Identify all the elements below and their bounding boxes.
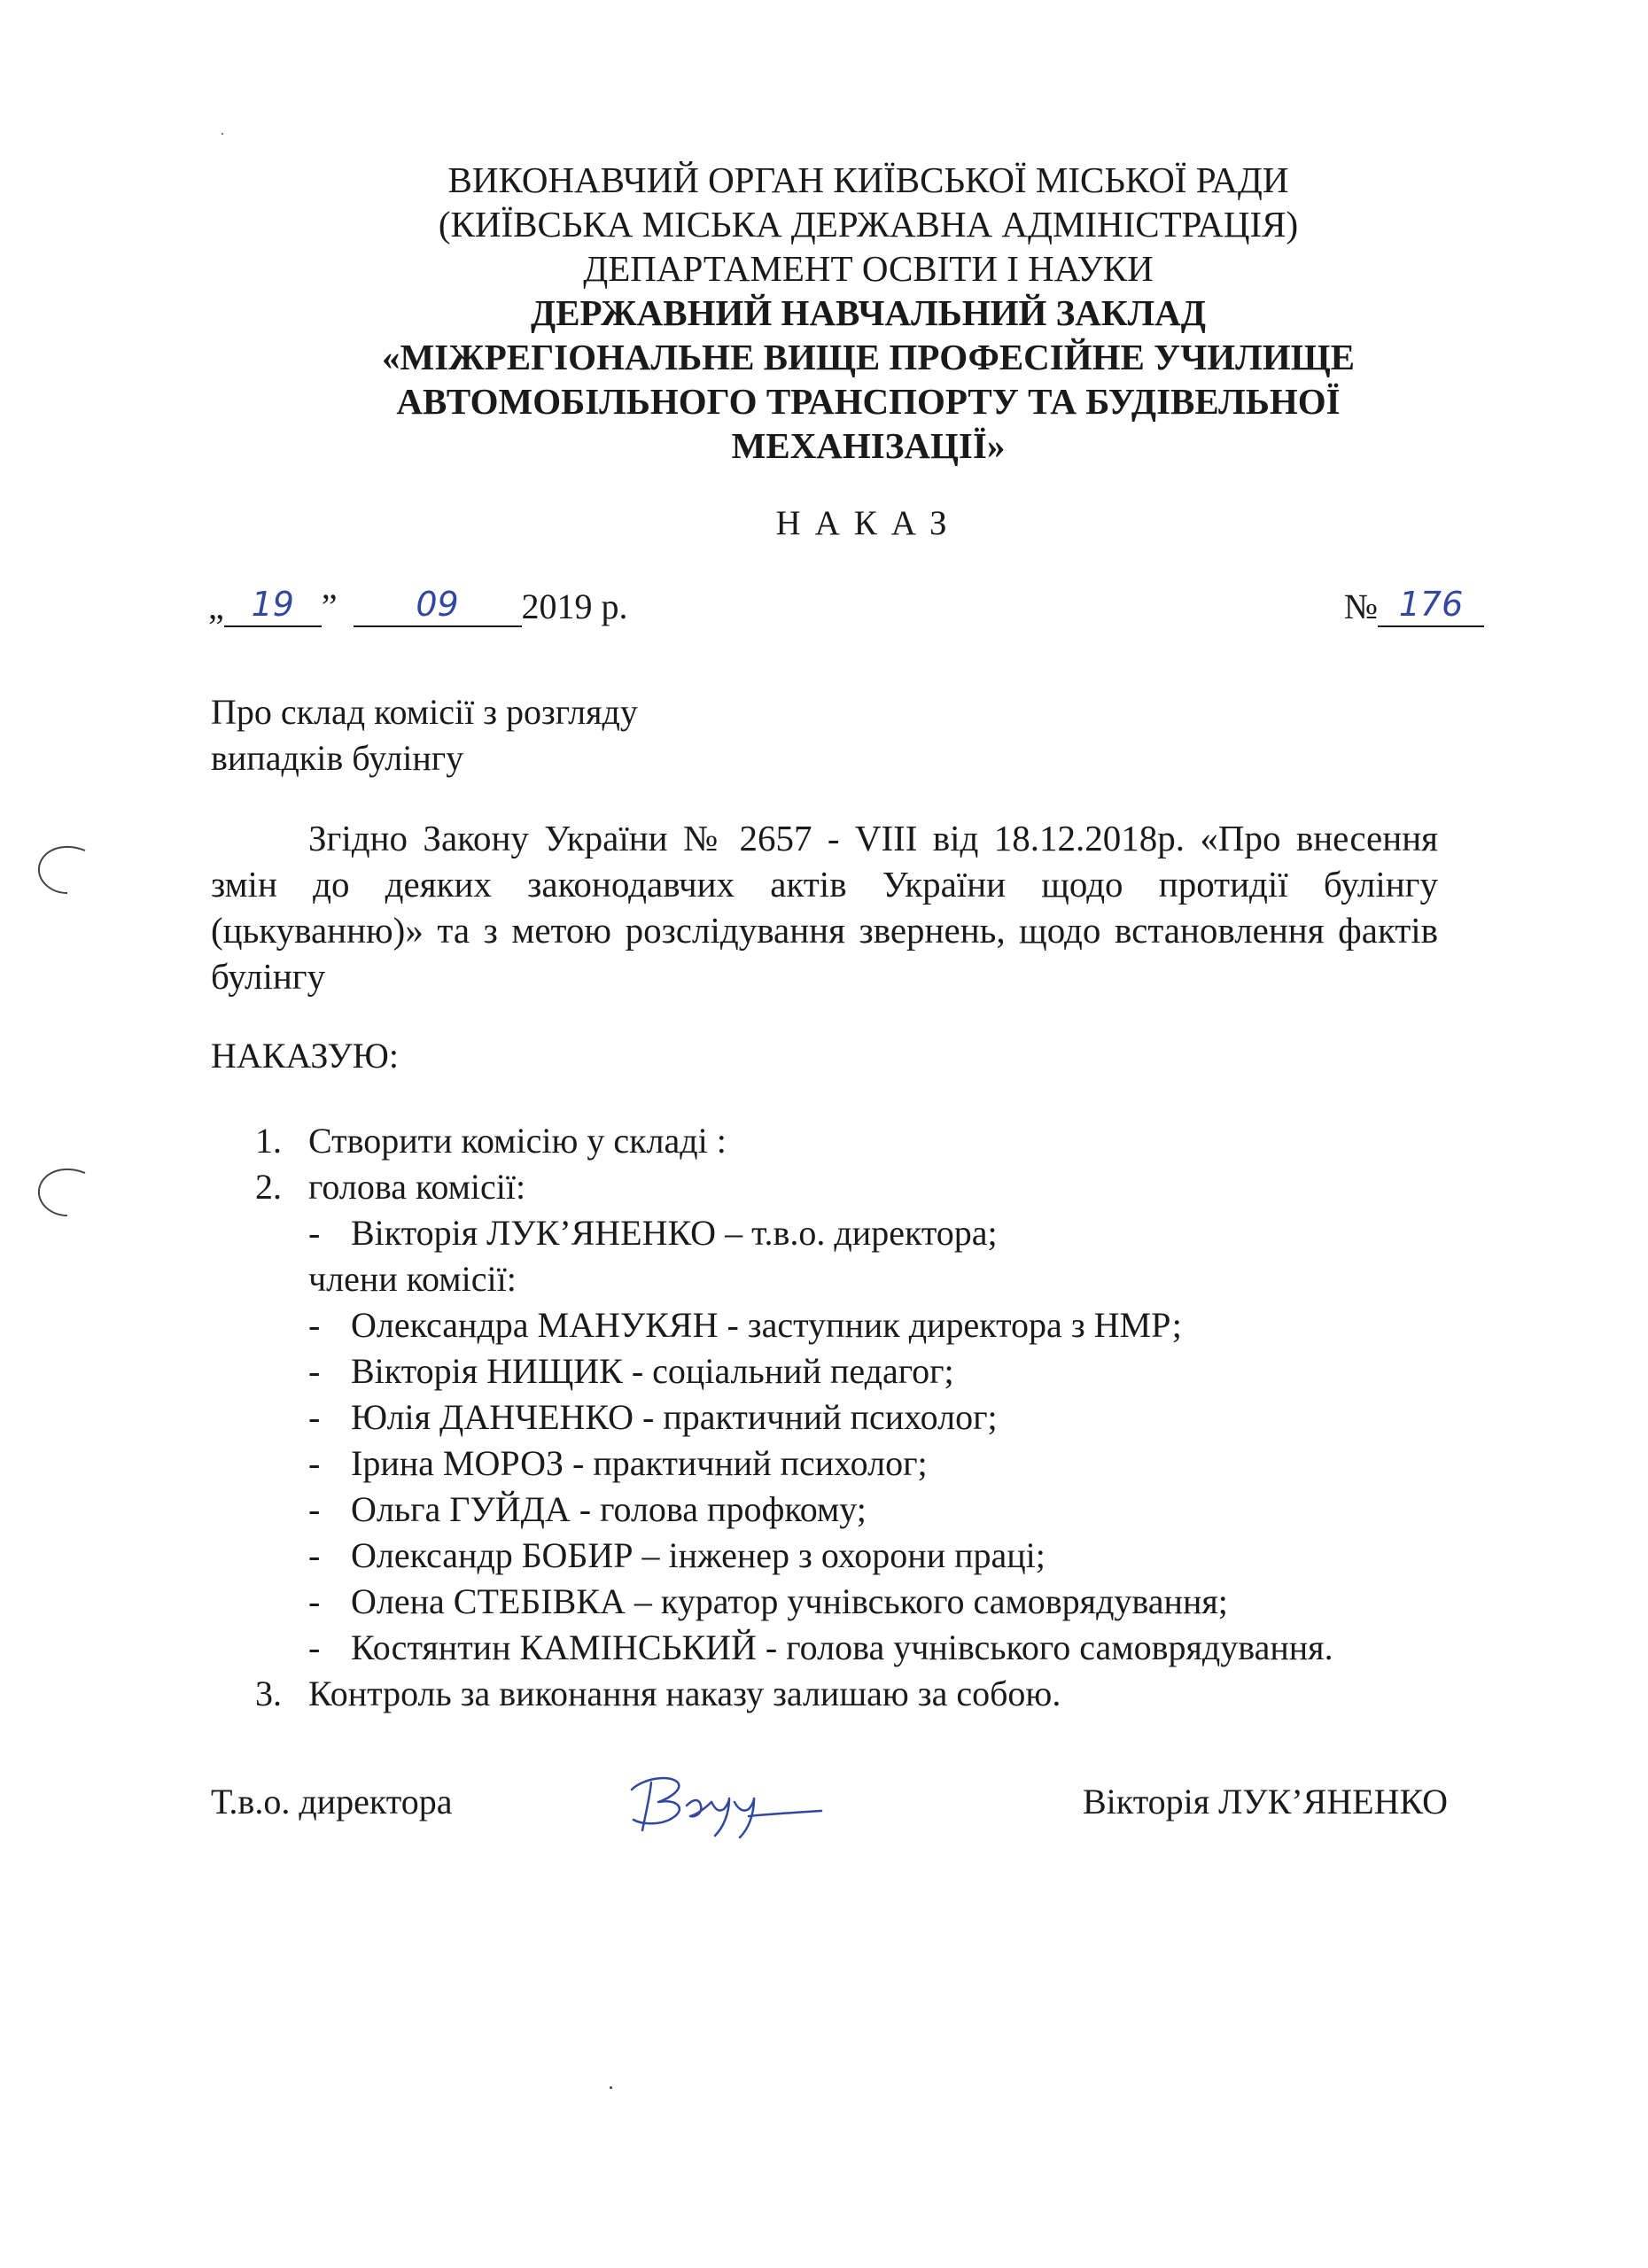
date-day-field (224, 583, 322, 627)
date-month: 09 (416, 585, 459, 624)
order-title: НАКАЗ (775, 504, 961, 542)
org-header (0, 158, 1648, 468)
header-line-4: ДЕРЖАВНИЙ НАВЧАЛЬНИЙ ЗАКЛАД (530, 292, 1206, 333)
header-line-2: (КИЇВСЬКА МІСЬКА ДЕРЖАВНА АДМІНІСТРАЦІЯ) (438, 204, 1299, 245)
preamble (211, 815, 1438, 999)
order-number-value: 176 (1398, 585, 1464, 624)
handwritten-signature (616, 1763, 828, 1847)
member-text: Олександр БОБИР – інженер з охорони праці; (351, 1535, 1046, 1575)
date-row (208, 583, 1484, 636)
header-line-3: ДЕПАРТАМЕНТ ОСВІТИ І НАУКИ (583, 248, 1154, 289)
subject-line-2: випадків булінгу (211, 738, 464, 778)
order-items (255, 1118, 1333, 1717)
commission-chair (255, 1210, 1333, 1256)
item-number: 3. (255, 1674, 282, 1713)
member-item (255, 1348, 1333, 1394)
dash-bullet: - (308, 1489, 321, 1529)
dash-bullet: - (308, 1535, 321, 1575)
dash-bullet: - (308, 1213, 321, 1253)
list-item (255, 1671, 1333, 1717)
header-line-6: АВТОМОБІЛЬНОГО ТРАНСПОРТУ ТА БУДІВЕЛЬНОЇ (396, 381, 1341, 422)
dash-bullet: - (308, 1627, 321, 1667)
chair-text: Вікторія ЛУК’ЯНЕНКО – т.в.о. директора; (351, 1213, 998, 1253)
scan-speck (222, 133, 223, 135)
member-item (255, 1533, 1333, 1579)
item-text: голова комісії: (308, 1167, 526, 1207)
member-text: Олександра МАНУКЯН - заступник директора з НМР; (351, 1305, 1182, 1345)
dash-bullet: - (308, 1397, 321, 1437)
order-number-field (1378, 583, 1484, 627)
member-text: Ольга ГУЙДА - голова профкому; (351, 1489, 867, 1529)
member-text: Олена СТЕБІВКА – куратор учнівського самоврядування; (351, 1581, 1228, 1621)
header-line-5: «МІЖРЕГІОНАЛЬНЕ ВИЩЕ ПРОФЕСІЙНЕ УЧИЛИЩЕ (382, 337, 1355, 377)
item-text: Контроль за виконання наказу залишаю за собою. (308, 1674, 1061, 1713)
preamble-text: Згідно Закону України № 2657 - VIII від 18.12.2018р. «Про внесення змін до деяких законодавчих актів України щодо протидії булінгу (цькуванню)» та з метою розслідування звернень, щодо встановлення фактів булінгу (211, 818, 1438, 997)
dash-bullet: - (308, 1305, 321, 1345)
member-item (255, 1441, 1333, 1487)
header-line-7: МЕХАНІЗАЦІЇ» (731, 425, 1006, 466)
dash-bullet: - (308, 1443, 321, 1483)
punch-hole-mark (32, 1162, 94, 1229)
member-item (255, 1625, 1333, 1671)
date-open-quote: „ (208, 586, 224, 626)
date-month-field (354, 583, 522, 627)
member-item (255, 1487, 1333, 1533)
list-item (255, 1164, 1333, 1210)
order-number (1344, 583, 1484, 627)
list-item (255, 1118, 1333, 1164)
member-text: Костянтин КАМІНСЬКИЙ - голова учнівського самоврядування. (351, 1627, 1333, 1667)
punch-hole-mark (32, 840, 94, 906)
date-day: 19 (251, 585, 294, 624)
order-word: НАКАЗУЮ: (211, 1036, 399, 1076)
order-subject (211, 689, 638, 781)
member-text: Вікторія НИЩИК - соціальний педагог; (351, 1351, 954, 1391)
member-item (255, 1579, 1333, 1625)
date-year: 2019 р. (521, 586, 628, 626)
scan-speck (610, 2086, 612, 2089)
signatory-role: Т.в.о. директора (211, 1782, 453, 1821)
header-line-1: ВИКОНАВЧИЙ ОРГАН КИЇВСЬКОЇ МІСЬКОЇ РАДИ (447, 159, 1289, 200)
item-text: Створити комісію у складі : (308, 1121, 727, 1161)
date-close-quote: ” (321, 586, 338, 626)
item-number: 1. (255, 1121, 282, 1161)
member-item (255, 1394, 1333, 1441)
item-number: 2. (255, 1167, 282, 1207)
dash-bullet: - (308, 1581, 321, 1621)
dash-bullet: - (308, 1351, 321, 1391)
order-number-prefix: № (1343, 586, 1378, 626)
member-text: Юлія ДАНЧЕНКО - практичний психолог; (351, 1397, 998, 1437)
member-text: Ірина МОРОЗ - практичний психолог; (351, 1443, 928, 1483)
subject-line-1: Про склад комісії з розгляду (211, 692, 638, 732)
signatory-name: Вікторія ЛУК’ЯНЕНКО (1083, 1782, 1449, 1821)
member-item (255, 1302, 1333, 1348)
members-label: члени комісії: (308, 1259, 517, 1299)
